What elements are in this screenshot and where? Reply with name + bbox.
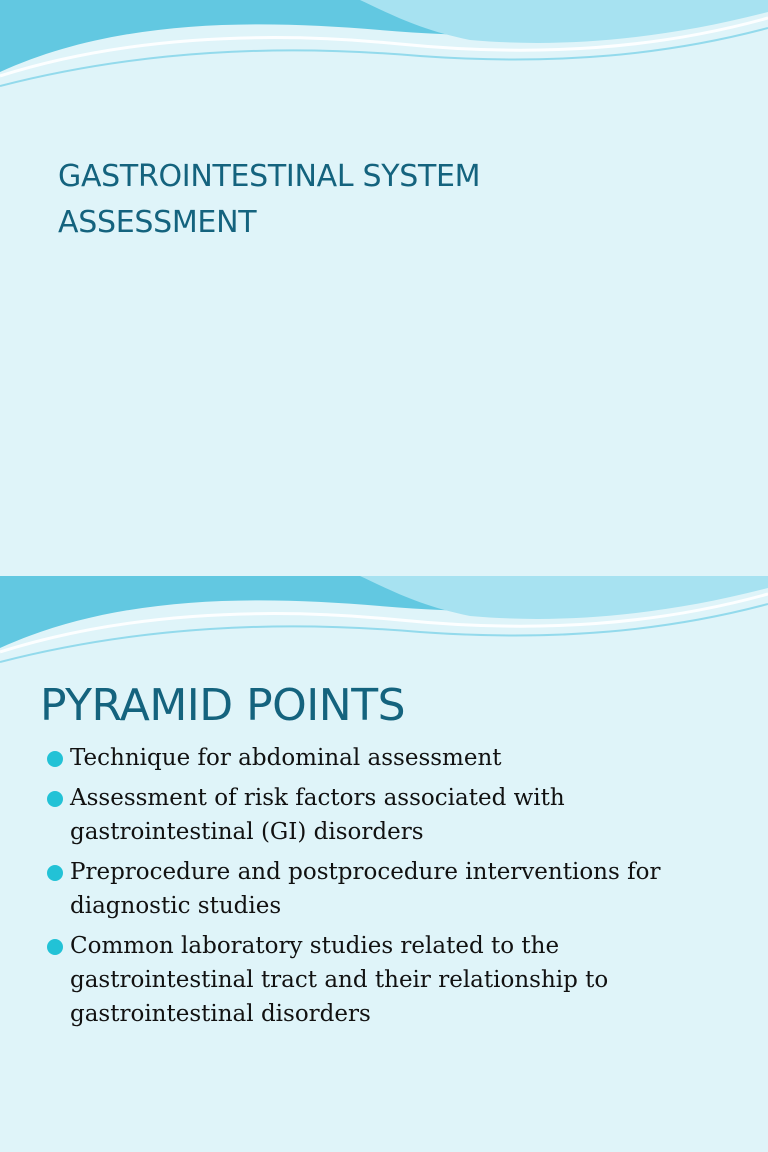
header-wave-decoration	[0, 0, 768, 110]
slide-title: PYRAMID POINTS	[40, 680, 406, 731]
bullet-text: Common laboratory studies related to the gastrointestinal tract and their relationship to gastrointestinal disorders	[70, 933, 609, 1027]
slide-title-line-1: GASTROINTESTINAL SYSTEM	[58, 159, 481, 194]
bullet-dot-icon	[47, 791, 63, 807]
bullet-list	[44, 741, 744, 1037]
bullet-item	[44, 741, 744, 775]
pyramid-points-slide	[0, 576, 768, 1152]
bullet-item	[44, 929, 744, 1031]
bullet-item	[44, 781, 744, 849]
bullet-dot-icon	[47, 751, 63, 767]
slide-title	[58, 154, 698, 246]
header-wave-decoration	[0, 576, 768, 686]
bullet-text: Assessment of risk factors associated with gastrointestinal (GI) disorders	[70, 785, 565, 845]
slide-title-line-2: ASSESSMENT	[58, 205, 257, 240]
bullet-dot-icon	[47, 939, 63, 955]
bullet-dot-icon	[47, 865, 63, 881]
bullet-text: Preprocedure and postprocedure interventions for diagnostic studies	[70, 859, 661, 919]
bullet-item	[44, 855, 744, 923]
bullet-text: Technique for abdominal assessment	[70, 745, 502, 771]
